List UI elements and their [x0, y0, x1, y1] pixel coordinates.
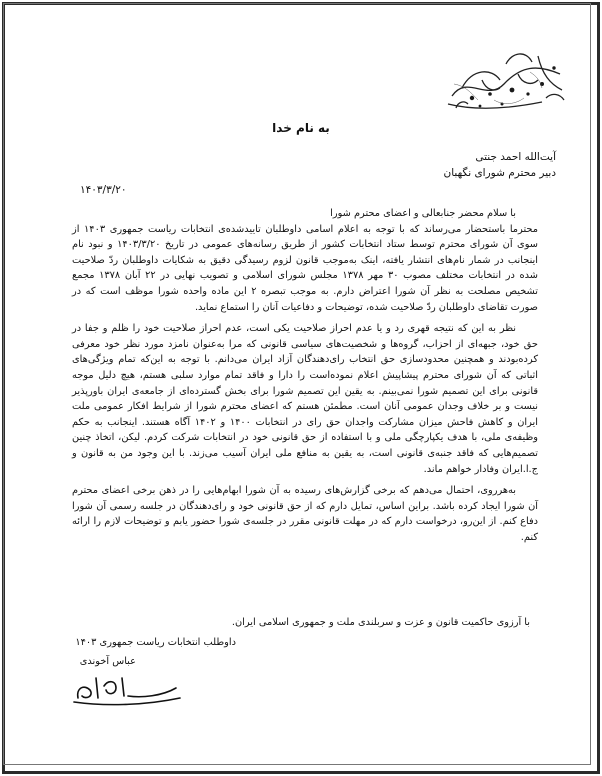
- letter-date: ۱۴۰۳/۳/۲۰: [80, 184, 127, 196]
- paragraph-1: محترما باستحضار می‌رساند که با توجه به اعلام اسامی داوطلبان تاییدشده‌ی انتخابات ریاست جمهوری ۱۴۰۳ از سوی آن شورای محترم توسط ستاد انتخابات کشور از طریق رسانه‌های عمومی در تاریخ ۱۴۰۳/۳/۲۰ و نبود نام اینجانب در شمار نام‌های انتشار یافته، اینک به‌موجب قانون لزوم رسیدگی دقیق به شکایات داوطلبان ردّ صلاحیت شده در انتخابات مختلف مصوب ۳۰ مهر ۱۳۷۸ مجلس شورای اسلامی و تصویب نهایی در ۲۲ آبان ۱۳۷۸ مجمع تشخیص مصلحت به نظر آن شورا اعتراض دارم. به موجب تبصره ۲ این ماده واحده شورا موظف است که در صورت تقاضای داوطلبان ردّ صلاحیت شده، توضیحات و دفاعیات آنان را استماع نماید.: [72, 223, 538, 313]
- closing-line: با آرزوی حاکمیت قانون و عزت و سربلندی ملت و جمهوری اسلامی ایران.: [231, 617, 530, 628]
- signer-name: عباس آخوندی: [79, 656, 136, 667]
- paragraph-3: به‌هرروی، احتمال می‌دهم که برخی گزارش‌های رسیده به آن شورا ابهام‌هایی را در ذهن برخی اعضای محترم آن شورا ایجاد کرده باشد. براین اساس، تمایل دارم که از حق قانونی خود و رای‌دهندگان در جلسه رسمی آن شورا دفاع کنم. از این‌رو، درخواست دارم که در مهلت قانونی مقرر در جلسه‌ی شورا حضور یابم و توضیحات لازم را ارائه کنم.: [72, 485, 538, 543]
- letter-body: [72, 206, 538, 545]
- signer-role: داوطلب انتخابات ریاست جمهوری ۱۴۰۳: [75, 637, 236, 648]
- paragraph-2: نظر به این که نتیجه قهری رد و یا عدم احراز صلاحیت یکی است، عدم احراز صلاحیت خود را ظلم و جفا در حق خود، جبهه‌ای از احزاب، گروه‌ها و شخصیت‌های سیاسی قانونی که مرا به‌عنوان نامزد مورد نظر خود معرفی کرده‌بودند و همچنین محدودسازی حق انتخاب رای‌دهندگان آزاد ایران می‌دانم. با توجه به این‌که تمام ویژگی‌های اثباتی که آن شورای محترم پیشاپیش اعلام نموده‌است را دارا و فاقد تمام موارد سلبی هستم، هیچ دلیل موجه قانونی برای این تصمیم شورا نمی‌بینم. به یقین این تصمیم شورا برای بخش گسترده‌ای از جامعه‌ی ایران باورپذیر نیست و بر خلاف وجدان عمومی آنان است. مطمئن هستم که اعضای محترم شورا از شرایط افکار عمومی ملت ایران و کاهش فاحش میزان مشارکت واجدان حق رای در انتخابات ۱۴۰۰ و ۱۴۰۲ آگاه هستند. اینجانب به حکم وظیفه‌ی ملی، با هدف یکپارچگی ملی و با استفاده از حق قانونی خود در انتخابات شرکت کردم. لیکن، اتخاذ چنین تصمیم‌هایی که فاقد جنبه‌ی قانونی است، به یقین به منافع ملی ایران آسیب می‌زند. با این وجود من به قانون و ج.ا.ایران وفادار خواهم ماند.: [72, 323, 538, 475]
- basmala-heading: به نام خدا: [272, 121, 330, 135]
- addressee-name: آیت‌الله احمد جنتی: [475, 151, 556, 163]
- addressee-title: دبیر محترم شورای نگهبان: [443, 167, 556, 179]
- handwritten-signature: [72, 668, 182, 708]
- calligraphy-logo: [442, 44, 570, 116]
- greeting: با سلام محضر جنابعالی و اعضای محترم شورا: [330, 208, 516, 219]
